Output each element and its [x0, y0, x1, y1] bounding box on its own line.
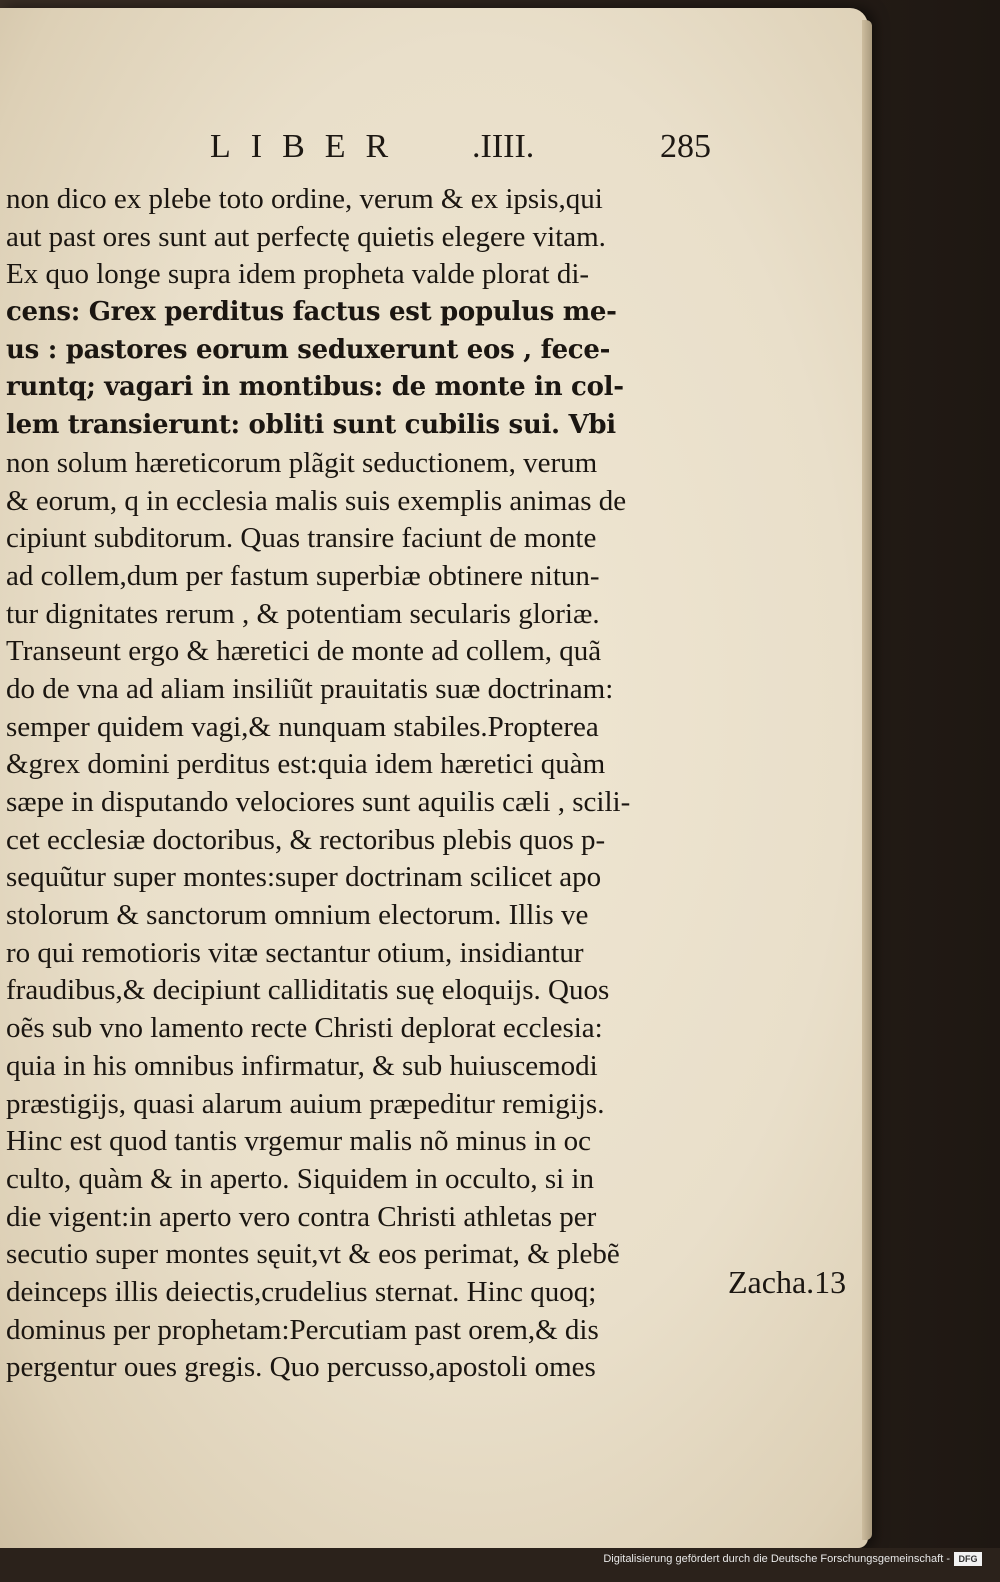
text-line: &grex domini perditus est:quia idem hæretici quàm [6, 748, 606, 781]
text-line: pergentur oues gregis. Quo percusso,apostoli omes [6, 1351, 596, 1384]
text-line: die vigent:in aperto vero contra Christi athletas per [6, 1200, 597, 1233]
text-line-blackletter: us : pastores eorum seduxerunt eos , fece- [6, 334, 611, 365]
text-line-blackletter: lem transierunt: obliti sunt cubilis sui. Vbi [6, 410, 616, 441]
text-line: cipiunt subditorum. Quas transire faciunt de monte [6, 522, 597, 555]
text-line-blackletter: runtq; vagari in montibus: de monte in col- [6, 372, 624, 403]
text-line: quia in his omnibus infirmatur, & sub huiuscemodi [6, 1049, 598, 1082]
folio-number: 285 [660, 128, 711, 165]
running-header [200, 128, 760, 168]
text-line: Ex quo longe supra idem propheta valde plorat di- [6, 258, 590, 291]
body-text [6, 181, 714, 1387]
dfg-logo: DFG [954, 1552, 982, 1566]
running-title: LIBER [210, 128, 409, 165]
text-line: tur dignitates rerum , & potentiam secularis gloriæ. [6, 597, 600, 630]
text-line: sequũtur super montes:super doctrinam scilicet apo [6, 861, 602, 894]
text-line: cet ecclesiæ doctoribus, & rectoribus plebis quos p- [6, 823, 606, 856]
text-line-blackletter: cens: Grex perditus factus est populus me- [6, 297, 617, 328]
text-line: do de vna ad aliam insiliũt prauitatis suæ doctrinam: [6, 672, 614, 705]
text-line: sæpe in disputando velociores sunt aquilis cæli , scili- [6, 786, 631, 818]
text-line: culto, quàm & in aperto. Siquidem in occulto, si in [6, 1162, 594, 1195]
text-line: ro qui remotioris vitæ sectantur otium, insidiantur [6, 936, 584, 969]
text-line: & eorum, q in ecclesia malis suis exemplis animas de [6, 484, 627, 517]
text-line: præstigijs, quasi alarum auium præpeditur remigijs. [6, 1087, 605, 1120]
text-line: deinceps illis deiectis,crudelius sternat. Hinc quoq; [6, 1275, 597, 1308]
text-line: secutio super montes sęuit,vt & eos perimat, & plebẽ [6, 1238, 620, 1271]
text-line: stolorum & sanctorum omnium electorum. Illis ve [6, 899, 589, 932]
margin-note: Zacha.13 [728, 1264, 847, 1300]
book-number: .IIII. [472, 128, 535, 165]
text-line: aut past ores sunt aut perfectę quietis elegere vitam. [6, 220, 606, 253]
footer-credit: Digitalisierung gefördert durch die Deutsche Forschungsgemeinschaft - [603, 1553, 950, 1565]
text-line: Transeunt ergo & hæretici de monte ad collem, quã [6, 635, 602, 668]
text-line: non dico ex plebe toto ordine, verum & ex ipsis,qui [6, 183, 603, 215]
text-line: non solum hæreticorum plãgit seductionem, verum [6, 446, 598, 479]
page-edge [862, 20, 872, 1540]
text-line: oẽs sub vno lamento recte Christi deplorat ecclesia: [6, 1012, 603, 1045]
text-line: dominus per prophetam:Percutiam past orem,& dis [6, 1313, 599, 1346]
text-line: fraudibus,& decipiunt calliditatis suę eloquijs. Quos [6, 974, 610, 1007]
text-line: Hinc est quod tantis vrgemur malis nõ minus in oc [6, 1125, 592, 1158]
text-line: ad collem,dum per fastum superbiæ obtinere nitun- [6, 559, 600, 592]
text-line: semper quidem vagi,& nunquam stabiles.Propterea [6, 710, 599, 743]
